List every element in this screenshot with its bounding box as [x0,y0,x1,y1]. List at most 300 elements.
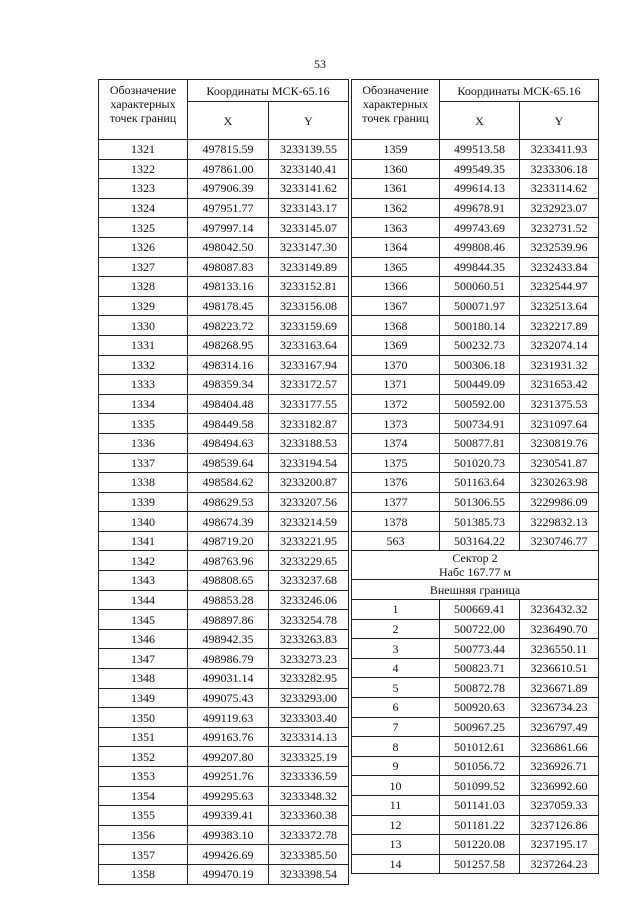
y-coordinate-cell: 3230541.87 [520,453,599,473]
table-row [99,767,349,787]
point-id-cell: 1355 [99,806,188,826]
point-id-cell: 1341 [99,531,188,551]
x-coordinate-cell: 498042.50 [188,237,269,257]
table-row [99,629,349,649]
table-row [99,649,349,669]
y-coordinate-cell: 3233214.59 [269,512,349,532]
right-table-body-bottom [352,600,599,874]
table-row [352,776,599,796]
sector-title: Сектор 2 [452,551,498,566]
point-id-cell: 10 [352,776,440,796]
point-id-cell: 1365 [352,257,440,277]
x-coordinate-cell: 498763.96 [188,551,269,571]
point-id-cell: 3 [352,639,440,659]
point-id-cell: 12 [352,815,440,835]
table-row [99,688,349,708]
table-row [99,218,349,238]
x-coordinate-cell: 498539.64 [188,453,269,473]
x-coordinate-cell: 499383.10 [188,825,269,845]
table-row [352,512,599,532]
page-number: 53 [314,57,326,71]
point-id-cell: 1370 [352,355,440,375]
y-coordinate-cell: 3233411.93 [520,140,599,160]
x-coordinate-cell: 500306.18 [440,355,520,375]
y-coordinate-cell: 3237195.17 [520,835,599,855]
point-id-cell: 1337 [99,453,188,473]
x-coordinate-cell: 498223.72 [188,316,269,336]
table-row [99,394,349,414]
y-coordinate-cell: 3233306.18 [520,159,599,179]
table-row [352,796,599,816]
x-coordinate-cell: 498674.39 [188,512,269,532]
point-id-cell: 1 [352,600,440,620]
point-id-cell: 1356 [99,825,188,845]
x-coordinate-cell: 497861.00 [188,159,269,179]
coordinates-table-left [98,79,349,885]
table-row [99,492,349,512]
y-coordinate-cell: 3231931.32 [520,355,599,375]
x-coordinate-cell: 497815.59 [188,140,269,160]
y-coordinate-cell: 3233254.78 [269,610,349,630]
y-coordinate-cell: 3237126.86 [520,815,599,835]
table-row [352,159,599,179]
point-id-cell: 1377 [352,492,440,512]
x-coordinate-cell: 499163.76 [188,727,269,747]
x-coordinate-cell: 497997.14 [188,218,269,238]
x-coordinate-cell: 500920.63 [440,698,520,718]
table-row [99,414,349,434]
x-coordinate-cell: 498808.65 [188,571,269,591]
table-row [352,678,599,698]
table-row [99,669,349,689]
point-id-cell: 1350 [99,708,188,728]
x-coordinate-cell: 499513.58 [440,140,520,160]
x-coordinate-cell: 499119.63 [188,708,269,728]
table-row [352,835,599,855]
table-row [99,277,349,297]
table-row [352,492,599,512]
y-coordinate-cell: 3233143.17 [269,198,349,218]
table-row [99,571,349,591]
point-id-cell: 1342 [99,551,188,571]
point-id-cell: 1363 [352,218,440,238]
point-id-cell: 1334 [99,394,188,414]
table-row [352,335,599,355]
table-row [99,845,349,865]
y-coordinate-cell: 3233147.30 [269,237,349,257]
table-row [352,698,599,718]
x-coordinate-cell: 503164.22 [440,531,520,551]
table-row [99,179,349,199]
point-id-cell: 1338 [99,473,188,493]
x-coordinate-cell: 501141.03 [440,796,520,816]
y-coordinate-cell: 3231097.64 [520,414,599,434]
y-coordinate-cell: 3233139.55 [269,140,349,160]
x-coordinate-cell: 499426.69 [188,845,269,865]
point-id-cell: 1335 [99,414,188,434]
y-coordinate-cell: 3233141.62 [269,179,349,199]
x-coordinate-cell: 499549.35 [440,159,520,179]
y-coordinate-cell: 3237264.23 [520,854,599,874]
table-row [99,747,349,767]
point-id-cell: 1326 [99,237,188,257]
x-coordinate-cell: 500722.00 [440,619,520,639]
x-coordinate-cell: 498404.48 [188,394,269,414]
x-coordinate-cell: 498178.45 [188,296,269,316]
y-coordinate-cell: 3233221.95 [269,531,349,551]
table-row [99,531,349,551]
x-coordinate-cell: 501220.08 [440,835,520,855]
point-id-cell: 9 [352,756,440,776]
sector-heading [352,551,599,580]
point-id-cell: 7 [352,717,440,737]
x-coordinate-cell: 498629.53 [188,492,269,512]
x-coordinate-cell: 499075.43 [188,688,269,708]
y-coordinate-cell: 3229832.13 [520,512,599,532]
table-row [99,786,349,806]
y-coordinate-cell: 3233149.89 [269,257,349,277]
y-coordinate-cell: 3232074.14 [520,335,599,355]
table-row [352,639,599,659]
y-coordinate-cell: 3233140.41 [269,159,349,179]
header-y: Y [520,102,599,140]
y-coordinate-cell: 3233372.78 [269,825,349,845]
x-coordinate-cell: 501020.73 [440,453,520,473]
point-id-cell: 1360 [352,159,440,179]
table-row [99,453,349,473]
x-coordinate-cell: 500773.44 [440,639,520,659]
point-id-cell: 8 [352,737,440,757]
y-coordinate-cell: 3233172.57 [269,375,349,395]
y-coordinate-cell: 3231653.42 [520,375,599,395]
y-coordinate-cell: 3233263.83 [269,629,349,649]
table-row [352,355,599,375]
x-coordinate-cell: 498494.63 [188,433,269,453]
table-row [352,717,599,737]
table-row [99,590,349,610]
y-coordinate-cell: 3233182.87 [269,414,349,434]
y-coordinate-cell: 3230819.76 [520,433,599,453]
y-coordinate-cell: 3236610.51 [520,658,599,678]
x-coordinate-cell: 499470.19 [188,864,269,884]
point-id-cell: 1354 [99,786,188,806]
y-coordinate-cell: 3233398.54 [269,864,349,884]
point-id-cell: 1340 [99,512,188,532]
y-coordinate-cell: 3232544.97 [520,277,599,297]
x-coordinate-cell: 501257.58 [440,854,520,874]
point-id-cell: 1333 [99,375,188,395]
point-id-cell: 1359 [352,140,440,160]
table-row [352,815,599,835]
y-coordinate-cell: 3231375.53 [520,394,599,414]
x-coordinate-cell: 500180.14 [440,316,520,336]
x-coordinate-cell: 501163.64 [440,473,520,493]
x-coordinate-cell: 498133.16 [188,277,269,297]
point-id-cell: 1323 [99,179,188,199]
y-coordinate-cell: 3232539.96 [520,237,599,257]
table-row [352,296,599,316]
table-row [99,708,349,728]
y-coordinate-cell: 3233194.54 [269,453,349,473]
y-coordinate-cell: 3233207.56 [269,492,349,512]
point-id-cell: 2 [352,619,440,639]
header-x: X [188,102,269,140]
table-row [99,198,349,218]
table-row [352,237,599,257]
table-row [99,257,349,277]
x-coordinate-cell: 498449.58 [188,414,269,434]
point-id-cell: 1336 [99,433,188,453]
point-id-cell: 1372 [352,394,440,414]
point-id-cell: 1344 [99,590,188,610]
y-coordinate-cell: 3233282.95 [269,669,349,689]
y-coordinate-cell: 3233314.13 [269,727,349,747]
point-id-cell: 1349 [99,688,188,708]
table-row [352,473,599,493]
x-coordinate-cell: 499251.76 [188,767,269,787]
table-row [99,433,349,453]
y-coordinate-cell: 3230263.98 [520,473,599,493]
y-coordinate-cell: 3236992.60 [520,776,599,796]
point-id-cell: 1330 [99,316,188,336]
point-id-cell: 6 [352,698,440,718]
x-coordinate-cell: 500734.91 [440,414,520,434]
point-id-cell: 5 [352,678,440,698]
point-id-cell: 1322 [99,159,188,179]
table-row [352,316,599,336]
point-id-cell: 1332 [99,355,188,375]
point-id-cell: 1328 [99,277,188,297]
y-coordinate-cell: 3233177.55 [269,394,349,414]
x-coordinate-cell: 499678.91 [440,198,520,218]
point-id-cell: 1353 [99,767,188,787]
table-row [352,453,599,473]
x-coordinate-cell: 498942.35 [188,629,269,649]
header-y: Y [269,102,349,140]
table-row [99,727,349,747]
point-id-cell: 4 [352,658,440,678]
y-coordinate-cell: 3233156.08 [269,296,349,316]
x-coordinate-cell: 501385.73 [440,512,520,532]
y-coordinate-cell: 3232217.89 [520,316,599,336]
x-coordinate-cell: 501099.52 [440,776,520,796]
y-coordinate-cell: 3233159.69 [269,316,349,336]
table-row [99,864,349,884]
table-row [352,375,599,395]
table-row [352,198,599,218]
table-row [99,375,349,395]
point-id-cell: 14 [352,854,440,874]
y-coordinate-cell: 3232731.52 [520,218,599,238]
y-coordinate-cell: 3236797.49 [520,717,599,737]
boundary-label: Внешняя граница [352,580,599,600]
y-coordinate-cell: 3236671.89 [520,678,599,698]
table-row [99,335,349,355]
point-id-cell: 1339 [99,492,188,512]
table-row [99,296,349,316]
point-id-cell: 1324 [99,198,188,218]
point-id-cell: 1357 [99,845,188,865]
table-row [99,316,349,336]
point-id-cell: 1345 [99,610,188,630]
table-row [352,218,599,238]
point-id-cell: 1371 [352,375,440,395]
x-coordinate-cell: 499844.35 [440,257,520,277]
table-row [99,551,349,571]
table-row [99,473,349,493]
point-id-cell: 1375 [352,453,440,473]
y-coordinate-cell: 3233145.07 [269,218,349,238]
point-id-cell: 11 [352,796,440,816]
table-row [99,806,349,826]
point-id-cell: 1373 [352,414,440,434]
y-coordinate-cell: 3236926.71 [520,756,599,776]
header-coords-group: Координаты МСК-65.16 [440,80,599,102]
point-id-cell: 1331 [99,335,188,355]
x-coordinate-cell: 500449.09 [440,375,520,395]
x-coordinate-cell: 499614.13 [440,179,520,199]
point-id-cell: 1362 [352,198,440,218]
y-coordinate-cell: 3229986.09 [520,492,599,512]
x-coordinate-cell: 501306.55 [440,492,520,512]
table-row [99,610,349,630]
header-designation: Обозначение характерных точек границ [352,80,440,140]
y-coordinate-cell: 3233152.81 [269,277,349,297]
x-coordinate-cell: 498359.34 [188,375,269,395]
point-id-cell: 1348 [99,669,188,689]
point-id-cell: 13 [352,835,440,855]
y-coordinate-cell: 3230746.77 [520,531,599,551]
table-row [99,825,349,845]
header-x: X [440,102,520,140]
y-coordinate-cell: 3236550.11 [520,639,599,659]
x-coordinate-cell: 499743.69 [440,218,520,238]
table-row [352,257,599,277]
coordinates-table-right [351,79,599,874]
point-id-cell: 1352 [99,747,188,767]
sector-height: Набс 167.77 м [438,565,512,580]
x-coordinate-cell: 499295.63 [188,786,269,806]
point-id-cell: 1351 [99,727,188,747]
x-coordinate-cell: 500872.78 [440,678,520,698]
y-coordinate-cell: 3233336.59 [269,767,349,787]
point-id-cell: 1366 [352,277,440,297]
table-row [352,658,599,678]
y-coordinate-cell: 3233167.94 [269,355,349,375]
table-row [352,433,599,453]
y-coordinate-cell: 3233114.62 [520,179,599,199]
y-coordinate-cell: 3233237.68 [269,571,349,591]
x-coordinate-cell: 500060.51 [440,277,520,297]
x-coordinate-cell: 497951.77 [188,198,269,218]
y-coordinate-cell: 3233246.06 [269,590,349,610]
header-designation: Обозначение характерных точек границ [99,80,188,140]
point-id-cell: 1343 [99,571,188,591]
x-coordinate-cell: 500071.97 [440,296,520,316]
point-id-cell: 1378 [352,512,440,532]
x-coordinate-cell: 498897.86 [188,610,269,630]
point-id-cell: 1368 [352,316,440,336]
y-coordinate-cell: 3236861.66 [520,737,599,757]
x-coordinate-cell: 499207.80 [188,747,269,767]
y-coordinate-cell: 3232513.64 [520,296,599,316]
x-coordinate-cell: 498986.79 [188,649,269,669]
point-id-cell: 1364 [352,237,440,257]
x-coordinate-cell: 499339.41 [188,806,269,826]
table-row [352,394,599,414]
x-coordinate-cell: 498268.95 [188,335,269,355]
point-id-cell: 1374 [352,433,440,453]
y-coordinate-cell: 3236490.70 [520,619,599,639]
point-id-cell: 1369 [352,335,440,355]
table-row [352,619,599,639]
y-coordinate-cell: 3232923.07 [520,198,599,218]
y-coordinate-cell: 3233360.38 [269,806,349,826]
x-coordinate-cell: 500877.81 [440,433,520,453]
y-coordinate-cell: 3236432.32 [520,600,599,620]
point-id-cell: 1361 [352,179,440,199]
y-coordinate-cell: 3233303.40 [269,708,349,728]
point-id-cell: 1347 [99,649,188,669]
y-coordinate-cell: 3233163.64 [269,335,349,355]
table-row [352,756,599,776]
table-row [352,531,599,551]
y-coordinate-cell: 3236734.23 [520,698,599,718]
x-coordinate-cell: 498314.16 [188,355,269,375]
table-row [352,414,599,434]
x-coordinate-cell: 498087.83 [188,257,269,277]
table-row [352,854,599,874]
y-coordinate-cell: 3233200.87 [269,473,349,493]
x-coordinate-cell: 499808.46 [440,237,520,257]
right-table-body-top [352,140,599,551]
point-id-cell: 1367 [352,296,440,316]
table-row [99,237,349,257]
x-coordinate-cell: 500592.00 [440,394,520,414]
table-row [352,737,599,757]
x-coordinate-cell: 501012.61 [440,737,520,757]
x-coordinate-cell: 501056.72 [440,756,520,776]
x-coordinate-cell: 498719.20 [188,531,269,551]
table-row [352,600,599,620]
y-coordinate-cell: 3233293.00 [269,688,349,708]
x-coordinate-cell: 497906.39 [188,179,269,199]
point-id-cell: 1376 [352,473,440,493]
table-row [352,277,599,297]
table-row [352,140,599,160]
x-coordinate-cell: 498853.28 [188,590,269,610]
point-id-cell: 1325 [99,218,188,238]
table-row [99,140,349,160]
point-id-cell: 1321 [99,140,188,160]
table-row [99,355,349,375]
y-coordinate-cell: 3233348.32 [269,786,349,806]
y-coordinate-cell: 3232433.84 [520,257,599,277]
point-id-cell: 1346 [99,629,188,649]
y-coordinate-cell: 3233325.19 [269,747,349,767]
y-coordinate-cell: 3233385.50 [269,845,349,865]
x-coordinate-cell: 501181.22 [440,815,520,835]
x-coordinate-cell: 500967.25 [440,717,520,737]
x-coordinate-cell: 499031.14 [188,669,269,689]
point-id-cell: 563 [352,531,440,551]
y-coordinate-cell: 3233229.65 [269,551,349,571]
y-coordinate-cell: 3233188.53 [269,433,349,453]
x-coordinate-cell: 498584.62 [188,473,269,493]
y-coordinate-cell: 3233273.23 [269,649,349,669]
left-table-body [99,140,349,885]
table-row [352,179,599,199]
